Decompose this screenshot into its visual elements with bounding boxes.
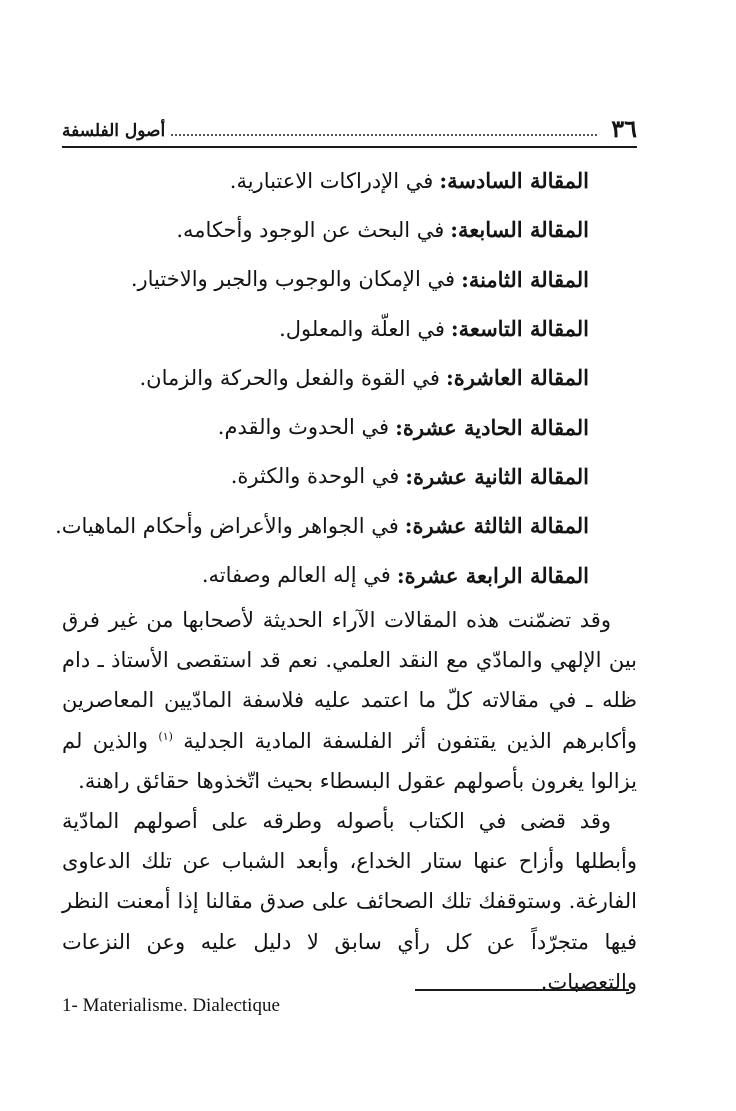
header-leader-dots — [171, 134, 597, 136]
article-item — [62, 205, 589, 254]
article-name: المقالة الثامنة: — [461, 266, 589, 292]
running-header — [62, 116, 637, 142]
running-title: أصول الفلسفة — [62, 121, 166, 141]
article-name: المقالة التاسعة: — [450, 316, 589, 342]
article-subject: في القوة والفعل والحركة والزمان. — [139, 365, 440, 390]
article-item — [62, 156, 589, 205]
article-item — [55, 501, 589, 550]
paragraph-text: وقد تضمّنت هذه المقالات الآراء الحديثة لأصحابها من غير فرق بين الإلهي والمادّي مع النقد العلمي. نعم قد استقصى الأستاذ ـ دام ظله ـ في مقالاته كلّ ما اعتمد عليه فلاسفة المادّيين المعاصرين وأكابرهم الذين يقتفون أثر الفلسفة المادية الجدلية — [62, 608, 638, 753]
paragraph — [62, 801, 637, 1002]
article-name: المقالة الثانية عشرة: — [405, 463, 589, 489]
article-item — [62, 402, 589, 451]
paragraph-text: وقد قضى في الكتاب بأصوله وطرقه على أصولهم المادّية وأبطلها وأزاح عنها ستار الخداع، وأبعد الشباب عن تلك الدعاوى الفارغة. وستوقفك تلك الصحائف على صدق مقالنا إذا أمعنت النظر فيها متجرّداً عن كل رأي سابق لا دليل عليه وعن النزعات والتعصبات. — [62, 809, 637, 994]
article-subject: في الإمكان والوجوب والجبر والاختيار. — [130, 267, 456, 292]
header-rule — [62, 146, 637, 148]
paragraph — [62, 600, 637, 801]
article-item — [62, 353, 589, 402]
article-name: المقالة الرابعة عشرة: — [396, 562, 589, 588]
article-name: المقالة السادسة: — [439, 168, 589, 194]
article-name: المقالة العاشرة: — [445, 365, 589, 391]
body-text — [62, 600, 637, 1002]
paragraph-text: والذين لم يزالوا يغرون بأصولهم عقول البسطاء بحيث اتّخذوها حقائق راهنة. — [62, 728, 637, 793]
article-item — [62, 255, 589, 304]
article-name: المقالة الثالثة عشرة: — [404, 513, 589, 539]
article-item — [62, 452, 589, 501]
article-subject: في البحث عن الوجود وأحكامه. — [176, 217, 445, 242]
article-subject: في الإدراكات الاعتبارية. — [229, 168, 434, 193]
footnote: 1- Materialisme. Dialectique — [62, 995, 280, 1016]
article-name: المقالة الحادية عشرة: — [395, 414, 589, 440]
articles-list — [55, 156, 589, 600]
article-subject: في الجواهر والأعراض وأحكام الماهيات. — [55, 513, 399, 538]
footnote-rule — [415, 989, 629, 991]
article-subject: في الوحدة والكثرة. — [230, 464, 400, 489]
article-item — [62, 304, 589, 353]
footnote-marker: (١) — [158, 729, 173, 743]
article-item — [62, 550, 589, 599]
article-subject: في إله العالم وصفاته. — [201, 563, 391, 588]
article-subject: في العلّة والمعلول. — [279, 316, 445, 341]
article-name: المقالة السابعة: — [450, 217, 589, 243]
article-subject: في الحدوث والقدم. — [217, 415, 390, 440]
page-number: ٣٦ — [611, 114, 637, 143]
